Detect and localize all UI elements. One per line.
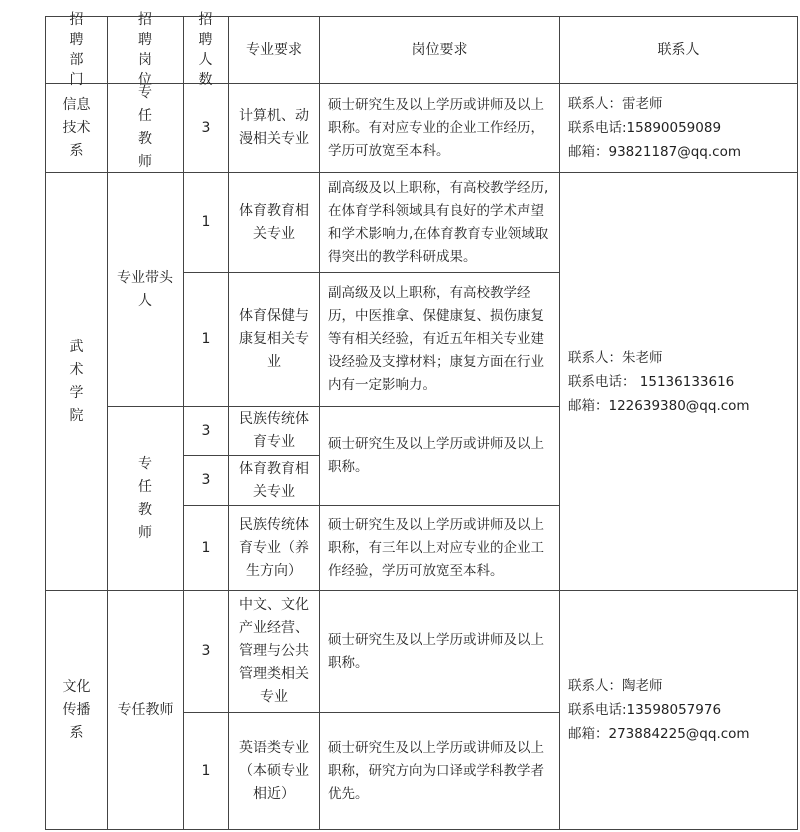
header-dept: 招聘部门 bbox=[69, 12, 84, 88]
position-wushu-teacher: 专任教师 bbox=[138, 455, 152, 541]
contact-person: 联系人：陶老师 bbox=[568, 678, 663, 694]
requirement-culture-r1: 硕士研究生及以上学历或讲师及以上职称。 bbox=[328, 631, 544, 671]
count-wushu-t1: 3 bbox=[201, 422, 211, 439]
contact-person: 联系人：雷老师 bbox=[568, 96, 663, 112]
count-wushu-lead2: 1 bbox=[201, 331, 211, 347]
major-culture-r1: 中文、文化产业经营、管理与公共管理类相关专业 bbox=[239, 597, 309, 705]
position-info: 专任教师 bbox=[138, 85, 152, 170]
header-requirement: 岗位要求 bbox=[411, 42, 468, 58]
contact-person: 联系人：朱老师 bbox=[568, 349, 663, 366]
major-wushu-lead2: 体育保健与康复相关专业 bbox=[239, 308, 309, 370]
grid-line bbox=[45, 829, 798, 830]
count-wushu-lead1: 1 bbox=[201, 214, 211, 230]
contact-phone[interactable]: 联系电话:15890059089 bbox=[568, 120, 722, 136]
position-wushu-lead: 专业带头人 bbox=[117, 269, 173, 309]
requirement-wushu-lead1: 副高级及以上职称，有高校教学经历,在体育学科领域具有良好的学术声望和学术影响力,在体育教育专业领域取得突出的教学科研成果。 bbox=[328, 179, 549, 265]
position-culture: 专任教师 bbox=[117, 701, 174, 718]
requirement-wushu-t12: 硕士研究生及以上学历或讲师及以上职称。 bbox=[328, 436, 544, 475]
contact-phone[interactable]: 联系电话： 15136133616 bbox=[568, 373, 735, 390]
count-info: 3 bbox=[201, 119, 211, 136]
major-wushu-t2: 体育教育相关专业 bbox=[239, 460, 309, 500]
header-position: 招聘岗位 bbox=[138, 12, 152, 88]
dept-culture: 文化传播系 bbox=[62, 678, 91, 741]
header-count: 招聘人数 bbox=[198, 12, 213, 88]
requirement-info: 硕士研究生及以上学历或讲师及以上职称。有对应专业的企业工作经历，学历可放宽至本科。 bbox=[328, 96, 544, 159]
count-culture-r1: 3 bbox=[201, 643, 211, 659]
major-culture-r2: 英语类专业（本硕专业相近） bbox=[239, 739, 309, 802]
count-wushu-t2: 3 bbox=[201, 472, 211, 488]
requirement-wushu-lead2: 副高级及以上职称，有高校教学经历，中医推拿、保健康复、损伤康复等有相关经验，有近五年相关专业建设经验及支撑材料；康复方面在行业内有一定影响力。 bbox=[328, 285, 544, 393]
grid-line bbox=[45, 16, 46, 830]
major-wushu-t1: 民族传统体育专业 bbox=[239, 411, 309, 450]
contact-info bbox=[560, 84, 797, 172]
dept-wushu: 武术学院 bbox=[69, 338, 84, 424]
count-culture-r2: 1 bbox=[201, 762, 211, 779]
contact-culture bbox=[560, 591, 797, 829]
count-wushu-t3: 1 bbox=[201, 539, 211, 556]
contact-email[interactable]: 邮箱：122639380@qq.com bbox=[568, 397, 750, 414]
contact-email[interactable]: 邮箱：273884225@qq.com bbox=[568, 726, 750, 742]
contact-phone[interactable]: 联系电话:13598057976 bbox=[568, 702, 722, 718]
header-contact: 联系人 bbox=[657, 42, 700, 58]
major-wushu-lead1: 体育教育相关专业 bbox=[239, 202, 309, 242]
major-info: 计算机、动漫相关专业 bbox=[239, 108, 309, 147]
contact-wushu bbox=[560, 173, 797, 590]
grid-line bbox=[797, 16, 798, 830]
major-wushu-t3: 民族传统体育专业（养生方向） bbox=[239, 516, 309, 579]
requirement-wushu-t3: 硕士研究生及以上学历或讲师及以上职称，有三年以上对应专业的企业工作经验，学历可放宽至本科。 bbox=[328, 516, 544, 579]
dept-info: 信息技术系 bbox=[62, 96, 91, 159]
header-major: 专业要求 bbox=[246, 42, 302, 58]
contact-email[interactable]: 邮箱：93821187@qq.com bbox=[568, 144, 741, 160]
requirement-culture-r2: 硕士研究生及以上学历或讲师及以上职称，研究方向为口译或学科教学者优先。 bbox=[328, 739, 544, 802]
